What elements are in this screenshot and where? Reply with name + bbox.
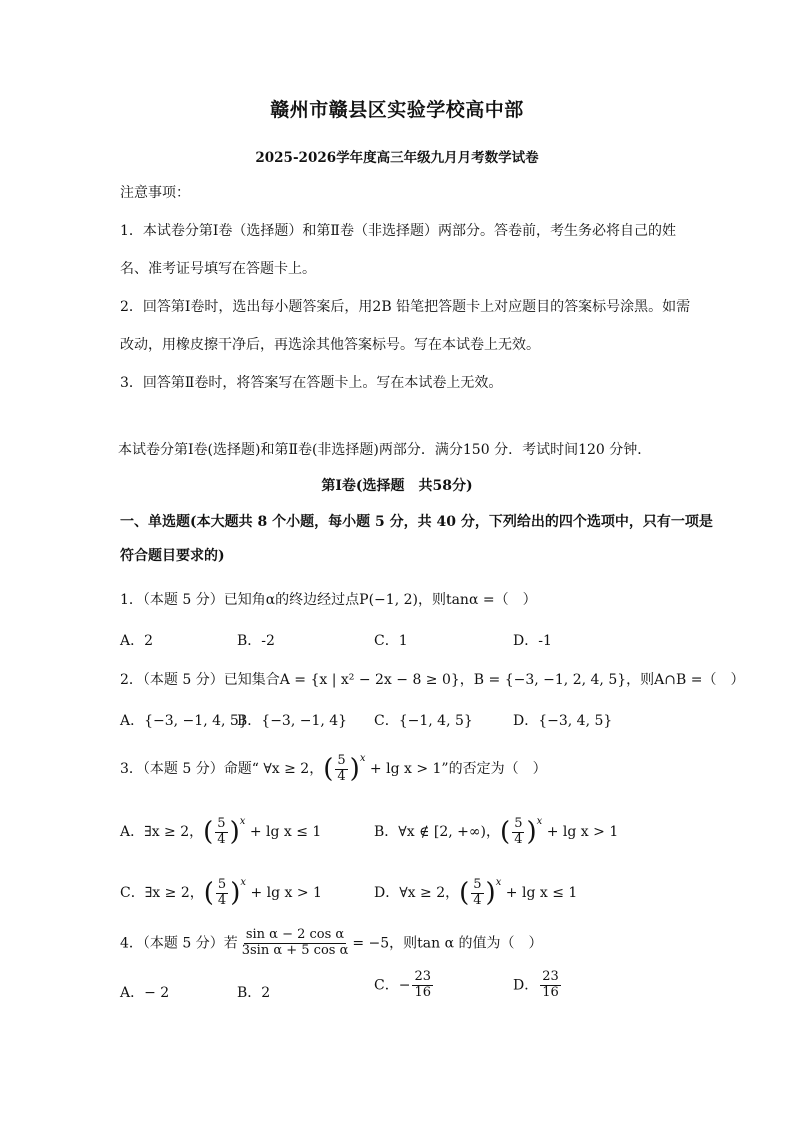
q4-option-a: A．− 2 [120,985,170,1001]
note-3: 3．回答第Ⅱ卷时，将答案写在答题卡上。写在本试卷上无效。 [120,375,503,391]
q4-stem: 4．（本题 5 分）若 $\frac{\text{sin α − 2 cos α}}{\text{3sin α + 5 cos α}}$ = −5，则tan α 的值为（ ） [120,927,543,958]
q2-option-c: C．{−1, 4, 5} [374,713,473,729]
q2-option-a: A．{−3, −1, 4, 5} [120,713,248,729]
q1-option-a: A．2 [120,633,154,649]
q3-stem: 3．（本题 5 分）命题“ ∀x ≥ 2，( $\frac{5}{4}$ )$^x$ + lg x > 1”的否定为（ ） [120,752,547,784]
part-1-title: 第Ⅰ卷(选择题 共58分) [321,478,473,494]
q3-stem-suffix: + lg x > 1”的否定为（ ） [369,761,547,777]
q2-option-d: D．{−3, 4, 5} [513,713,613,729]
school-title: 赣州市赣县区实验学校高中部 [270,99,524,121]
q1-stem: 1．（本题 5 分）已知角α的终边经过点P(−1, 2)，则tanα =（ ） [120,592,537,608]
q4-fraction: $\frac{\text{sin α − 2 cos α}}{\text{3sin α + 5 cos α}}$ [241,927,349,958]
q3-stem-prefix: 3．（本题 5 分）命题“ ∀x ≥ 2， [120,761,324,777]
note-1-line-2: 名、准考证号填写在答题卡上。 [120,261,316,277]
q2-option-b: B．{−3, −1, 4} [237,713,348,729]
q4-option-d: D． $\frac{23}{16}$ [513,969,559,1000]
q1-option-c: C．1 [374,633,408,649]
notes-heading: 注意事项： [120,185,190,201]
section-1-heading-line-2: 符合题目要求的) [120,548,225,564]
note-2-line-2: 改动，用橡皮擦干净后，再选涂其他答案标号。写在本试卷上无效。 [120,337,540,353]
q3-option-c: C．∃x ≥ 2，( $\frac{5}{4}$ )$^x$ + lg x > 1 [120,876,322,908]
note-1-line-1: 1．本试卷分第Ⅰ卷（选择题）和第Ⅱ卷（非选择题）两部分。答卷前，考生务必将自己的姓 [120,223,676,239]
q3-option-d: D．∀x ≥ 2，( $\frac{5}{4}$ )$^x$ + lg x ≤ 1 [374,876,578,908]
q1-option-b: B．-2 [237,633,275,649]
q3-option-a: A．∃x ≥ 2，( $\frac{5}{4}$ )$^x$ + lg x ≤ 1 [120,815,322,847]
q4-option-b: B．2 [237,985,271,1001]
q2-stem: 2．（本题 5 分）已知集合A = {x | x² − 2x − 8 ≥ 0}，B = {−3, −1, 2, 4, 5}，则A∩B =（ ） [120,672,745,688]
exam-title: 2025-2026学年度高三年级九月月考数学试卷 [255,150,539,166]
q1-option-d: D．-1 [513,633,552,649]
q3-option-b: B．∀x ∉ [2, +∞)，( $\frac{5}{4}$ )$^x$ + lg x > 1 [374,815,619,847]
q4-option-c: C．− $\frac{23}{16}$ [374,969,431,1000]
note-2-line-1: 2．回答第Ⅰ卷时，选出每小题答案后，用2B 铅笔把答题卡上对应题目的答案标号涂黑。如需 [120,299,691,315]
section-1-heading-line-1: 一、单选题(本大题共 8 个小题，每小题 5 分，共 40 分，下列给出的四个选项中，只有一项是 [120,514,713,530]
q3-fraction: $\frac{5}{4}$ [337,752,346,784]
exam-intro: 本试卷分第Ⅰ卷(选择题)和第Ⅱ卷(非选择题)两部分．满分150 分．考试时间120 分钟． [118,442,652,458]
